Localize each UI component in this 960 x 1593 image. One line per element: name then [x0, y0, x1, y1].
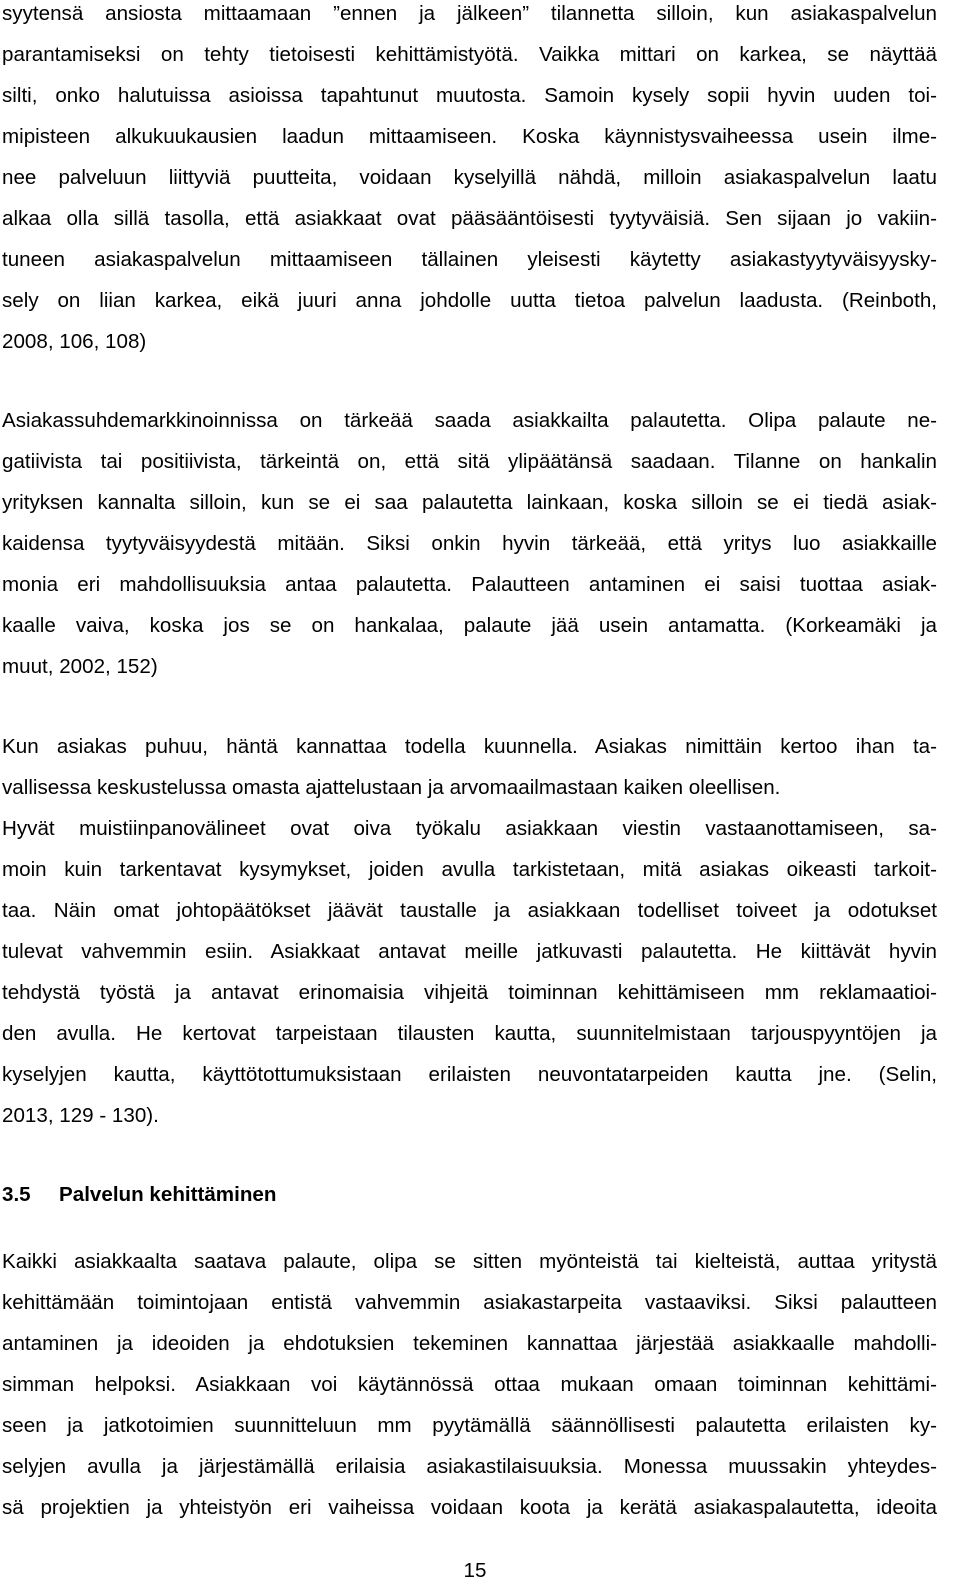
text-line: kyselyjen kautta, käyttötottumuksistaan erilaisten neuvontatarpeiden kautta jne. (Selin, — [2, 1063, 937, 1086]
text-line: alkaa olla sillä tasolla, että asiakkaat ovat pääsääntöisesti tyytyväisiä. Sen sijaan jo vakiin- — [2, 207, 937, 230]
text-line: simman helpoksi. Asiakkaan voi käytännössä ottaa mukaan omaan toiminnan kehittämi- — [2, 1373, 937, 1396]
text-line: mipisteen alkukuukausien laadun mittaamiseen. Koska käynnistysvaiheessa usein ilme- — [2, 125, 937, 148]
text-line: antaminen ja ideoiden ja ehdotuksien tekeminen kannattaa järjestää asiakkaalle mahdolli- — [2, 1332, 937, 1355]
section-number: 3.5 — [2, 1183, 31, 1206]
text-line: Asiakassuhdemarkkinoinnissa on tärkeää saada asiakkailta palautetta. Olipa palaute ne- — [2, 409, 937, 432]
text-line: kehittämään toimintojaan entistä vahvemmin asiakastarpeita vastaaviksi. Siksi palautteen — [2, 1291, 937, 1314]
text-line: vallisessa keskustelussa omasta ajattelustaan ja arvomaailmastaan kaiken oleellisen. — [2, 776, 781, 799]
text-line: seen ja jatkotoimien suunnitteluun mm pyytämällä säännöllisesti palautetta erilaisten ky- — [2, 1414, 937, 1437]
text-line: 2013, 129 - 130). — [2, 1104, 159, 1127]
text-line: sely on liian karkea, eikä juuri anna johdolle uutta tietoa palvelun laadusta. (Reinboth, — [2, 289, 937, 312]
text-line: parantamiseksi on tehty tietoisesti kehittämistyötä. Vaikka mittari on karkea, se näyttää — [2, 43, 937, 66]
text-line: moin kuin tarkentavat kysymykset, joiden avulla tarkistetaan, mitä asiakas oikeasti tarkoit- — [2, 858, 937, 881]
text-line: syytensä ansiosta mittaamaan ”ennen ja jälkeen” tilannetta silloin, kun asiakaspalvelun — [2, 2, 937, 25]
text-line: Kaikki asiakkaalta saatava palaute, olipa se sitten myönteistä tai kielteistä, auttaa yritystä — [2, 1250, 937, 1273]
text-line: Hyvät muistiinpanovälineet ovat oiva työkalu asiakkaan viestin vastaanottamiseen, sa- — [2, 817, 937, 840]
text-line: 2008, 106, 108) — [2, 330, 147, 353]
text-line: gatiivista tai positiivista, tärkeintä on, että sitä ylipäätänsä saadaan. Tilanne on hankalin — [2, 450, 937, 473]
text-line: nee palveluun liittyviä puutteita, voidaan kyselyillä nähdä, milloin asiakaspalvelun laatu — [2, 166, 937, 189]
text-line: monia eri mahdollisuuksia antaa palautetta. Palautteen antaminen ei saisi tuottaa asiak- — [2, 573, 937, 596]
text-line: tehdystä työstä ja antavat erinomaisia vihjeitä toiminnan kehittämiseen mm reklamaatioi- — [2, 981, 937, 1004]
text-line: kaidensa tyytyväisyydestä mitään. Siksi onkin hyvin tärkeää, että yritys luo asiakkaille — [2, 532, 937, 555]
text-line: den avulla. He kertovat tarpeistaan tilausten kautta, suunnitelmistaan tarjouspyyntöjen ja — [2, 1022, 937, 1045]
section-title: Palvelun kehittäminen — [59, 1183, 277, 1206]
text-line: muut, 2002, 152) — [2, 655, 158, 678]
text-line: selyjen avulla ja järjestämällä erilaisia asiakastilaisuuksia. Monessa muussakin yhteydes- — [2, 1455, 937, 1478]
section-heading — [2, 1183, 276, 1207]
text-line: Kun asiakas puhuu, häntä kannattaa todella kuunnella. Asiakas nimittäin kertoo ihan ta- — [2, 735, 937, 758]
text-line: silti, onko halutuissa asioissa tapahtunut muutosta. Samoin kysely sopii hyvin uuden toi- — [2, 84, 937, 107]
text-line: tuneen asiakaspalvelun mittaamiseen tällainen yleisesti käytetty asiakastyytyväisyysky- — [2, 248, 937, 271]
text-line: kaalle vaiva, koska jos se on hankalaa, palaute jää usein antamatta. (Korkeamäki ja — [2, 614, 937, 637]
page-number: 15 — [463, 1559, 487, 1582]
text-line: sä projektien ja yhteistyön eri vaiheissa voidaan koota ja kerätä asiakaspalautetta, ideoita — [2, 1496, 937, 1519]
text-line: tulevat vahvemmin esiin. Asiakkaat antavat meille jatkuvasti palautetta. He kiittävät hyvin — [2, 940, 937, 963]
text-line: yrityksen kannalta silloin, kun se ei saa palautetta lainkaan, koska silloin se ei tiedä asiak- — [2, 491, 937, 514]
text-line: taa. Näin omat johtopäätökset jäävät taustalle ja asiakkaan todelliset toiveet ja odotukset — [2, 899, 937, 922]
